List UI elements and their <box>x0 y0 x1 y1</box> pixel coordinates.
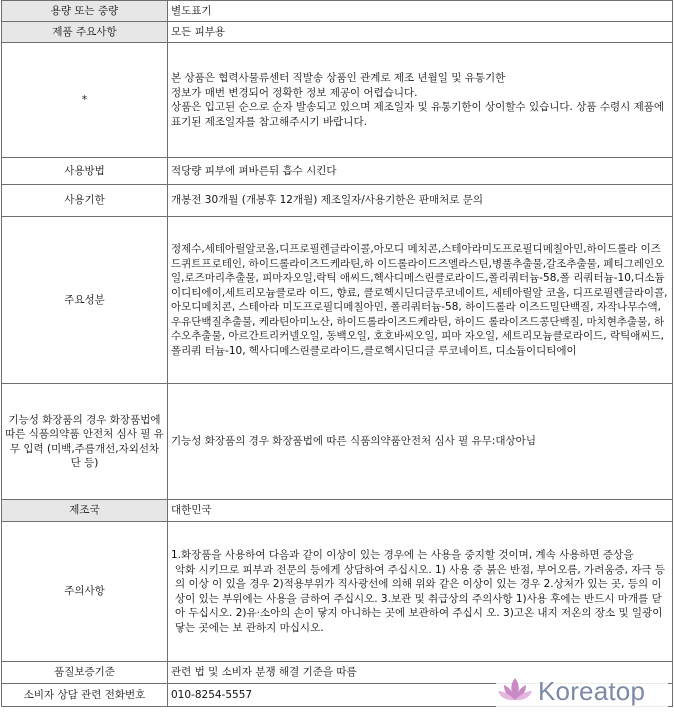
table-row <box>2 158 673 185</box>
caution-line: 1.화장품을 사용하여 다음과 같이 이상이 있는 경우에 는 사용을 중지할 것이며, 계속 사용하면 증상을 <box>171 549 634 561</box>
row-value: 대한민국 <box>168 500 673 522</box>
phone-number: 010-8254-5557 <box>168 684 673 707</box>
notice-line: 상품은 입고된 순으로 순자 발송되고 있으며 제조일자 및 유통기한이 상이할수 있습니다. 상품 수령시 제품에 표기된 제조일자를 참고해주시기 바랍니다. <box>171 101 665 128</box>
row-value: 개봉전 30개월 (개봉후 12개월) 제조일자/사용기한은 판매처로 문의 <box>168 185 673 217</box>
row-label: 소비자 상담 관련 전화번호 <box>2 684 168 707</box>
row-label: * <box>2 43 168 158</box>
row-label: 사용기한 <box>2 185 168 217</box>
row-label: 사용방법 <box>2 158 168 185</box>
row-value: 기능성 화장품의 경우 화장품법에 따른 식품의약품안전처 심사 필 유무:대상아님 <box>168 384 673 500</box>
table-row <box>2 1 673 22</box>
product-info-table <box>1 0 673 707</box>
row-label: 기능성 화장품의 경우 화장품법에 따른 식품의약품 안전처 심사 필 유무 입력 (미백,주름개선,자외선차단 등) <box>2 384 168 500</box>
table-row <box>2 22 673 43</box>
row-label: 주요성분 <box>2 217 168 384</box>
table-row <box>2 217 673 384</box>
row-label: 제조국 <box>2 500 168 522</box>
ingredients-text: 정제수,세테아릴알코올,디프로필렌글라이콜,아모디 메치콘,스테아라미도프로필디메칠아민,하이드롤라 이즈드퀴트프로테인, 하이드롤라이즈드케라틴,하 이드롤라이드즈엘라스틴,병풀추출물,갈조추출물, 페티그레인오일,로즈마리추출물, 피마자오일,락틱 애씨드,헥사디메스린클로라이드,폴리쿼터늄-58,폴 리쿼터늄-10,디소듐이디티에이,세트리모늄클로라 이드, 향료, 클로헥시딘디글루코네이트, 세테아릴알 코올, 디프로필렌글라이콜, 아모디메치콘, 스테아라 미도프로필디메칠아민, 폴리쿼터늄-58, 하이드롤라 이즈드밀단백질, 자작나무수액, 우유단백질추출물, 케라틴아미노산, 하이드롤라이즈드케라틴, 하이드 롤라이즈드콩단백질, 마치현추출물, 하수오추출물, 아르간트리커넬오일, 동백오일, 호호바씨오일, 피마 자오일, 세트리모늄클로라이드, 락틱애씨드, 폴리쿼 터늄-10, 헥사디메스린클로라이드,클로헥시딘디글 루코네이트, 디소듐이디티에이 <box>168 217 673 384</box>
row-value: 관련 법 및 소비자 분쟁 해결 기준을 따름 <box>168 662 673 684</box>
notice-line: 정보가 매번 변경되어 정확한 정보 제공이 어렵습니다. <box>171 86 418 99</box>
watermark-text: Koreatop <box>538 675 646 706</box>
row-value <box>168 43 673 158</box>
notice-line: 본 상품은 협력사물류센터 직발송 상품인 관계로 제조 년월일 및 유통기한 <box>171 72 506 84</box>
table-row <box>2 522 673 662</box>
row-label: 제품 주요사항 <box>2 22 168 43</box>
table-row <box>2 500 673 522</box>
table-row <box>2 185 673 217</box>
koreatop-watermark <box>496 673 668 709</box>
row-value: 적당량 피부에 펴바른뒤 흡수 시킨다 <box>168 158 673 185</box>
row-value: 별도표기 <box>168 1 673 22</box>
row-label: 용량 또는 중량 <box>2 1 168 22</box>
row-value: 모든 피부용 <box>168 22 673 43</box>
row-value <box>168 522 673 662</box>
row-label: 주의사항 <box>2 522 168 662</box>
lotus-icon <box>496 674 534 708</box>
table-row <box>2 43 673 158</box>
caution-line: 악화 시키므로 피부과 전문의 등에게 상담하여 주십시오. 1) 사용 중 붉은 반점, 부어오름, 가려움증, 자극 등의 이상 이 있을 경우 2)적용부위가 직사광선에 의해 위와 같은 이상이 있는 경우 2.상처가 있는 곳, 등의 이상이 있는 부위에는 사용을 금하여 주십시오. 3.보관 및 취급상의 주의사항 1)사용 후에는 반드시 마개를 닫아 두십시오. 2)유·소아의 손이 닿지 아니하는 곳에 보관하여 주십시 오. 3)고온 내지 저온의 장소 및 일광이 닿는 곳에는 보 관하지 마십시오. <box>175 563 666 634</box>
table-row <box>2 384 673 500</box>
row-label: 품질보증기준 <box>2 662 168 684</box>
